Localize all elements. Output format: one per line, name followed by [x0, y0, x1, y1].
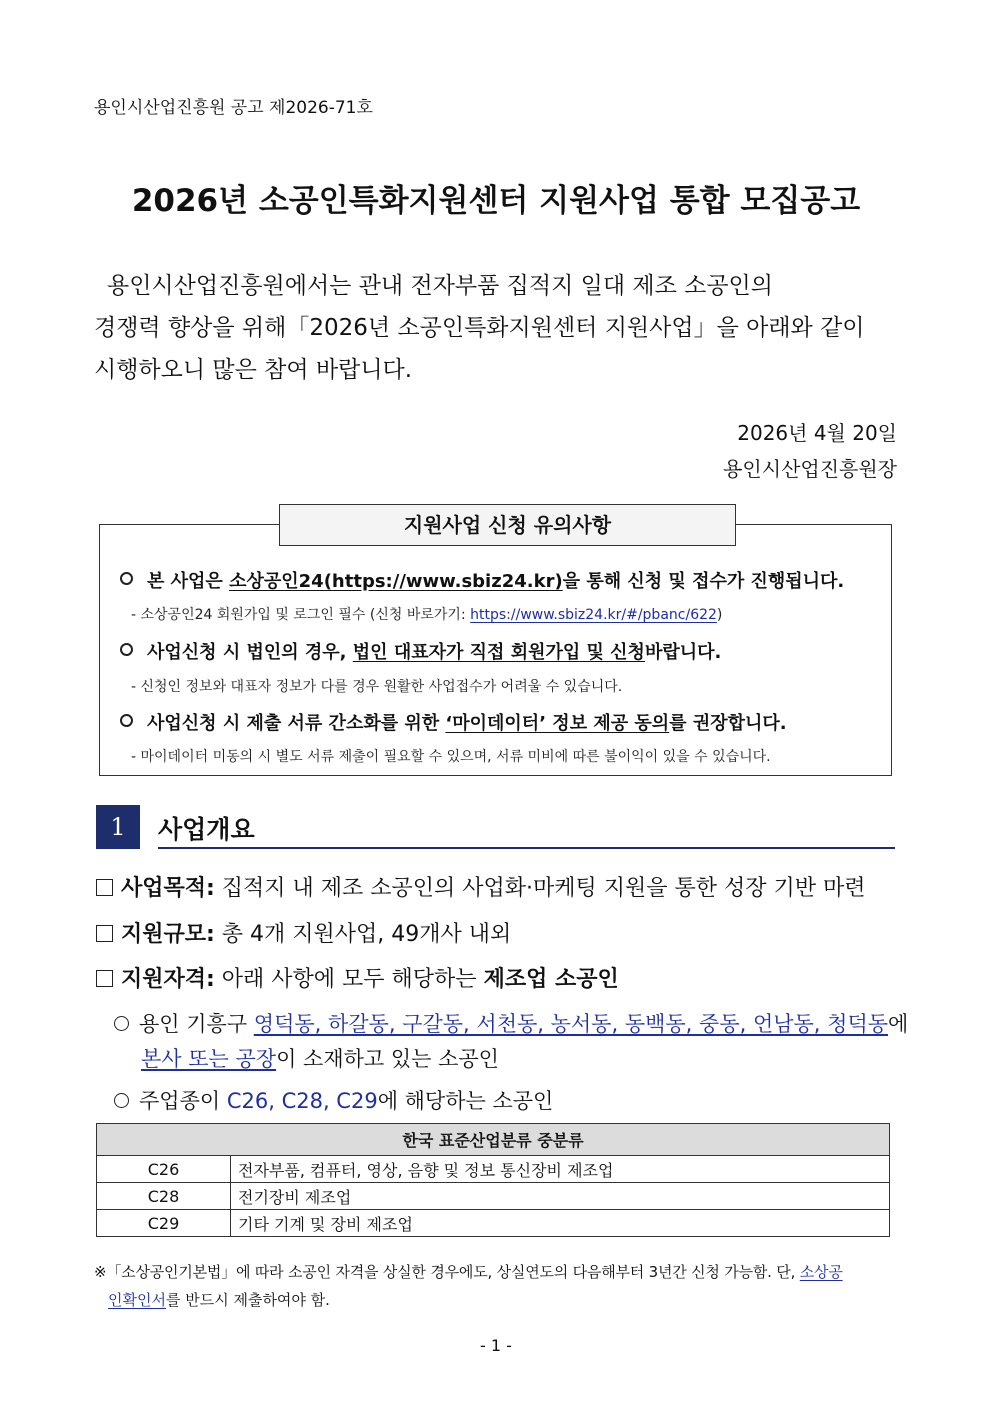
notice-item-2 — [120, 638, 721, 664]
page-number: - 1 - — [480, 1336, 512, 1355]
condition-2-text: 주업종이 — [139, 1089, 227, 1113]
condition-1-text: 용인 기흥구 — [139, 1012, 254, 1036]
circle-bullet-icon — [114, 1016, 129, 1031]
notice-item-1 — [120, 567, 844, 593]
notice-sub-2: - 신청인 정보와 대표자 정보가 다를 경우 원활한 사업접수가 어려울 수 있습니다. — [131, 679, 623, 695]
sbiz24-link[interactable]: 소상공인24(https://www.sbiz24.kr) — [229, 571, 563, 592]
certificate-link-part-2[interactable]: 인확인서 — [108, 1291, 166, 1309]
table-cell-name: 전자부품, 컴퓨터, 영상, 음향 및 정보 통신장비 제조업 — [231, 1156, 890, 1183]
footnote-text-end: 를 반드시 제출하여야 함. — [165, 1291, 330, 1309]
table-cell-code: C29 — [97, 1210, 231, 1237]
condition-2 — [114, 1085, 553, 1115]
scale-label: 지원규모: — [121, 922, 215, 947]
table-row — [97, 1156, 890, 1183]
eligibility-item — [96, 962, 619, 993]
bullet-icon — [120, 572, 133, 585]
hq-or-factory: 본사 또는 공장 — [141, 1047, 277, 1071]
section-title: 사업개요 — [158, 815, 255, 844]
section-number: 1 — [96, 805, 140, 849]
table-row — [97, 1183, 890, 1210]
eligibility-label: 지원자격: — [121, 967, 215, 992]
industry-table — [96, 1123, 890, 1237]
bullet-icon — [120, 643, 133, 656]
intro-line-3: 시행하오니 많은 참여 바랍니다. — [94, 357, 413, 383]
table-cell-code: C26 — [97, 1156, 231, 1183]
scale-text: 총 4개 지원사업, 49개사 내외 — [214, 922, 512, 947]
condition-1-line-2 — [141, 1043, 499, 1073]
condition-2-text-end: 에 해당하는 소공인 — [377, 1089, 554, 1113]
apply-shortcut-link[interactable]: https://www.sbiz24.kr/#/pbanc/622 — [470, 607, 717, 623]
notice-sub-1 — [131, 604, 722, 624]
notice-date: 2026년 4월 20일 — [737, 421, 897, 445]
notice-number: 용인시산업진흥원 공고 제2026-71호 — [94, 98, 373, 118]
notice-item-3 — [120, 709, 787, 735]
notice-sub-1-text-end: ) — [716, 607, 723, 623]
issuer: 용인시산업진흥원장 — [723, 457, 897, 481]
table-cell-code: C28 — [97, 1183, 231, 1210]
section-divider — [158, 847, 895, 849]
table-row — [97, 1210, 890, 1237]
notice-item-3-emphasis: ‘마이데이터’ 정보 제공 동의 — [445, 713, 670, 734]
footnote-line-1 — [94, 1261, 843, 1282]
table-cell-name: 전기장비 제조업 — [231, 1183, 890, 1210]
purpose-text: 집적지 내 제조 소공인의 사업화·마케팅 지원을 통한 성장 기반 마련 — [214, 876, 866, 901]
notice-item-1-text-end: 을 통해 신청 및 접수가 진행됩니다. — [562, 571, 845, 592]
bullet-icon — [120, 714, 133, 727]
eligibility-text: 아래 사항에 모두 해당하는 — [214, 967, 484, 992]
purpose-item — [96, 871, 866, 902]
footnote-text: ※「소상공인기본법」에 따라 소공인 자격을 상실한 경우에도, 상실연도의 다음해부터 3년간 신청 가능함. 단, — [94, 1263, 800, 1281]
notice-sub-1-text: - 소상공인24 회원가입 및 로그인 필수 (신청 바로가기: — [131, 607, 471, 623]
intro-line-2: 경쟁력 향상을 위해「2026년 소공인특화지원센터 지원사업」을 아래와 같이 — [94, 315, 865, 341]
notice-item-2-text: 사업신청 시 법인의 경우, — [147, 642, 353, 663]
condition-1 — [114, 1008, 908, 1038]
checkbox-icon — [96, 879, 113, 896]
eligibility-emphasis: 제조업 소공인 — [483, 967, 619, 992]
certificate-link-part-1[interactable]: 소상공 — [799, 1263, 843, 1281]
notice-item-2-emphasis: 법인 대표자가 직접 회원가입 및 신청 — [352, 642, 645, 663]
notice-item-1-text: 본 사업은 — [147, 571, 230, 592]
footnote-line-2 — [108, 1289, 330, 1310]
checkbox-icon — [96, 970, 113, 987]
condition-1-line-2-text: 이 소재하고 있는 소공인 — [276, 1047, 499, 1071]
table-cell-name: 기타 기계 및 장비 제조업 — [231, 1210, 890, 1237]
page-title: 2026년 소공인특화지원센터 지원사업 통합 모집공고 — [131, 183, 861, 219]
eligible-areas: 영덕동, 하갈동, 구갈동, 서천동, 농서동, 동백동, 중동, 언남동, 청덕동 — [253, 1012, 889, 1036]
notice-box-title: 지원사업 신청 유의사항 — [279, 504, 736, 546]
notice-item-3-text-end: 를 권장합니다. — [669, 713, 787, 734]
notice-item-2-text-end: 바랍니다. — [644, 642, 722, 663]
condition-1-text-end: 에 — [888, 1012, 909, 1036]
purpose-label: 사업목적: — [121, 876, 215, 901]
circle-bullet-icon — [114, 1093, 129, 1108]
notice-sub-3: - 마이데이터 미동의 시 별도 서류 제출이 필요할 수 있으며, 서류 미비에 따른 불이익이 있을 수 있습니다. — [131, 749, 771, 765]
notice-item-3-text: 사업신청 시 제출 서류 간소화를 위한 — [147, 713, 446, 734]
table-header: 한국 표준산업분류 중분류 — [97, 1124, 890, 1156]
table-header-row — [97, 1124, 890, 1156]
checkbox-icon — [96, 925, 113, 942]
scale-item — [96, 917, 511, 948]
intro-line-1: 용인시산업진흥원에서는 관내 전자부품 집적지 일대 제조 소공인의 — [107, 273, 773, 299]
industry-codes: C26, C28, C29 — [226, 1089, 378, 1113]
